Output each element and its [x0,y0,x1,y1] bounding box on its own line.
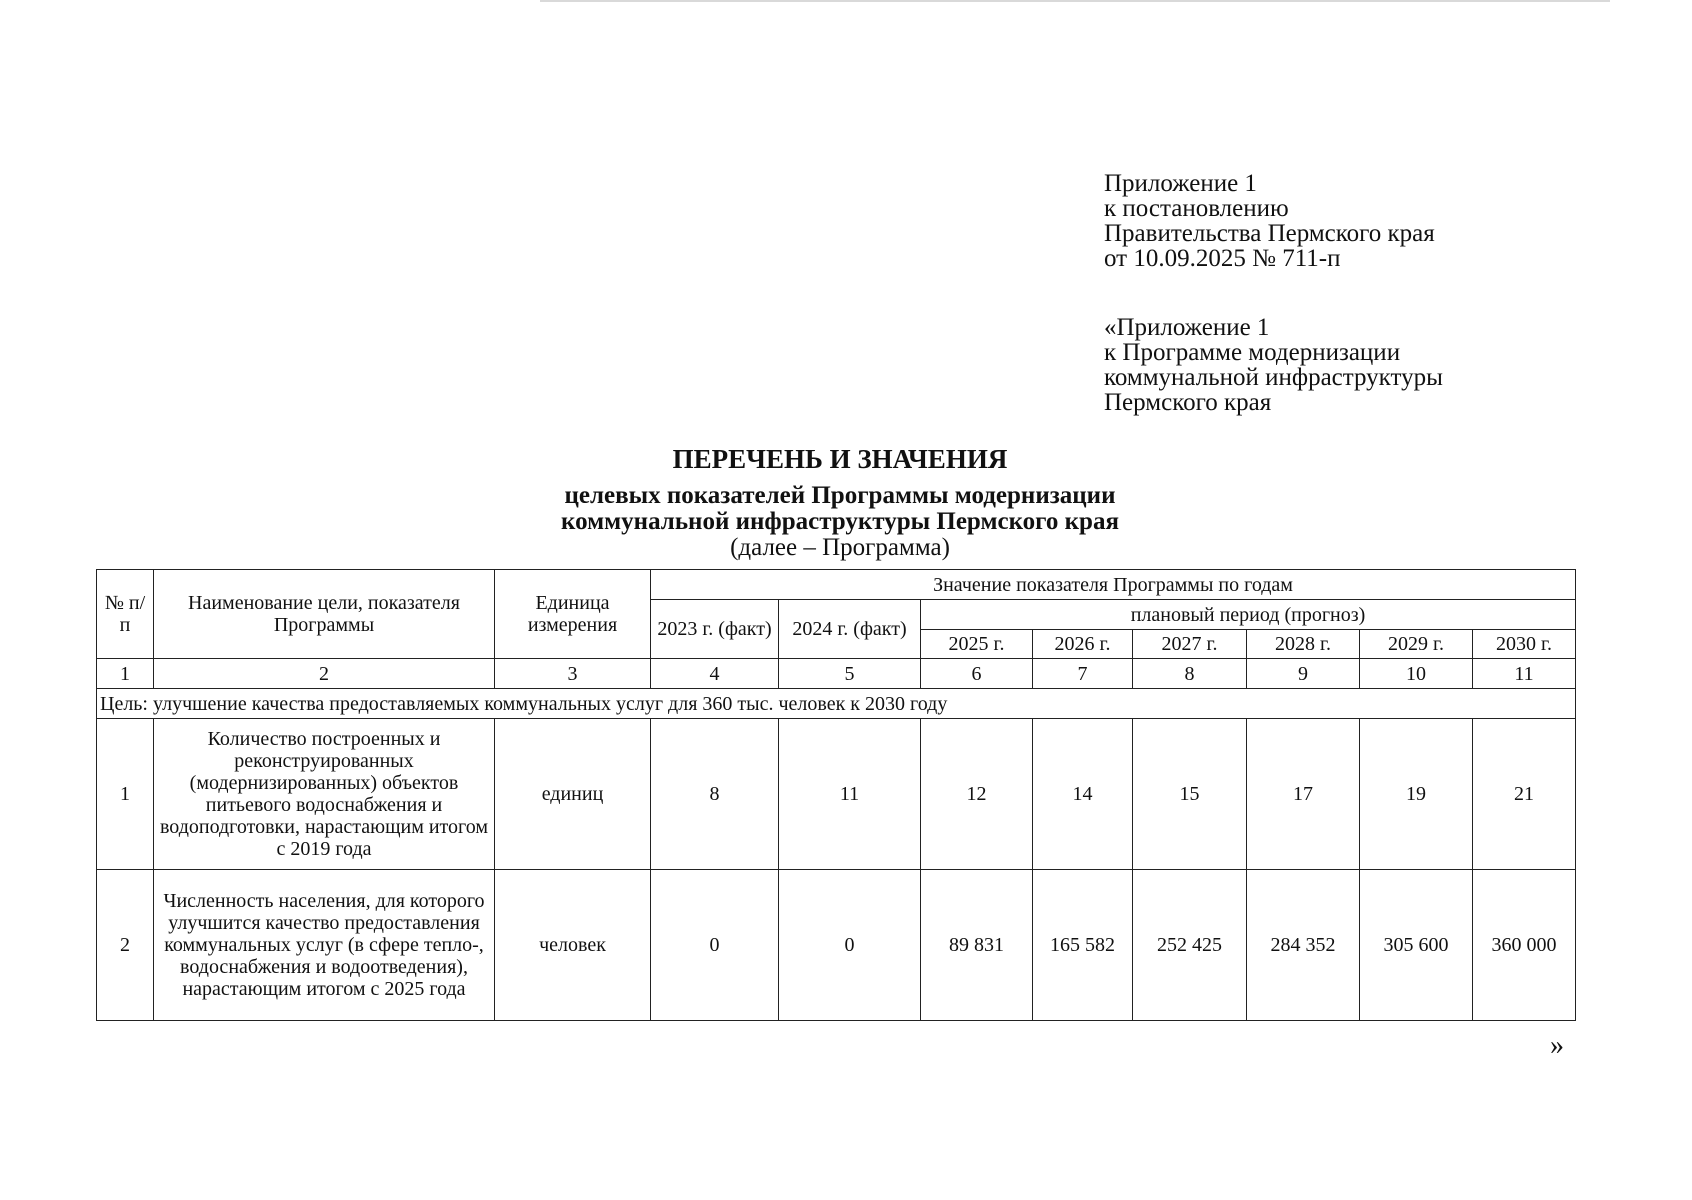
column-number: 5 [779,659,921,689]
document-subtitle [300,483,1380,561]
header-year-2025: 2025 г. [921,630,1033,659]
header-num: № п/п [97,570,154,659]
row-number: 1 [97,719,154,870]
header-year-2026: 2026 г. [1033,630,1133,659]
column-number: 6 [921,659,1033,689]
table-row [97,719,1576,870]
indicator-name: Количество построенных и реконструированных (модернизированных) объектов питьевого водоснабжения и водоподготовки, нарастающим итогом с 2019 года [154,719,495,870]
indicators-table [96,569,1576,1021]
indicator-unit: человек [495,870,651,1021]
value-cell: 284 352 [1247,870,1360,1021]
value-cell: 8 [651,719,779,870]
indicator-name: Численность населения, для которого улучшится качество предоставления коммунальных услуг (в сфере тепло-, водоснабжения и водоотведения), нарастающим итогом с 2025 года [154,870,495,1021]
value-cell: 252 425 [1133,870,1247,1021]
table-row [97,870,1576,1021]
value-cell: 0 [651,870,779,1021]
value-cell: 12 [921,719,1033,870]
header-year-2030: 2030 г. [1473,630,1576,659]
header-row [97,570,1576,600]
header-values-group: Значение показателя Программы по годам [651,570,1576,600]
goal-text: Цель: улучшение качества предоставляемых коммунальных услуг для 360 тыс. человек к 2030 году [97,689,1576,719]
column-number: 2 [154,659,495,689]
value-cell: 305 600 [1360,870,1473,1021]
annex-line: от 10.09.2025 № 711-п [1104,245,1341,272]
value-cell: 360 000 [1473,870,1576,1021]
goal-row [97,689,1576,719]
header-year-2028: 2028 г. [1247,630,1360,659]
value-cell: 21 [1473,719,1576,870]
indicator-unit: единиц [495,719,651,870]
column-number: 11 [1473,659,1576,689]
header-year-2027: 2027 г. [1133,630,1247,659]
column-number: 9 [1247,659,1360,689]
annex-line: Пермского края [1104,389,1272,416]
header-name: Наименование цели, показателя Программы [154,570,495,659]
header-year-2024: 2024 г. (факт) [779,600,921,659]
column-number: 8 [1133,659,1247,689]
scan-edge-line [540,0,1610,2]
column-number: 7 [1033,659,1133,689]
column-number: 10 [1360,659,1473,689]
value-cell: 11 [779,719,921,870]
annex-line: коммунальной инфраструктуры [1104,364,1443,391]
header-year-2029: 2029 г. [1360,630,1473,659]
header-planned-period: плановый период (прогноз) [921,600,1576,630]
annex-line: к Программе модернизации [1104,339,1401,366]
subtitle-line: коммунальной инфраструктуры Пермского края [561,508,1119,535]
column-number-row [97,659,1576,689]
value-cell: 14 [1033,719,1133,870]
value-cell: 89 831 [921,870,1033,1021]
value-cell: 15 [1133,719,1247,870]
column-number: 3 [495,659,651,689]
closing-quote: » [1550,1030,1564,1061]
value-cell: 0 [779,870,921,1021]
subtitle-note: (далее – Программа) [730,534,950,561]
header-year-2023: 2023 г. (факт) [651,600,779,659]
column-number: 1 [97,659,154,689]
value-cell: 19 [1360,719,1473,870]
annex-line: к постановлению [1104,195,1289,222]
document-title: ПЕРЕЧЕНЬ И ЗНАЧЕНИЯ [672,444,1008,474]
row-number: 2 [97,870,154,1021]
value-cell: 17 [1247,719,1360,870]
annex-line: «Приложение 1 [1104,314,1270,341]
subtitle-line: целевых показателей Программы модернизации [564,482,1116,509]
annex-program-block [1104,315,1443,415]
annex-line: Приложение 1 [1104,170,1257,197]
annex-resolution-block [1104,171,1435,271]
annex-line: Правительства Пермского края [1104,220,1435,247]
value-cell: 165 582 [1033,870,1133,1021]
header-unit: Единица измерения [495,570,651,659]
column-number: 4 [651,659,779,689]
